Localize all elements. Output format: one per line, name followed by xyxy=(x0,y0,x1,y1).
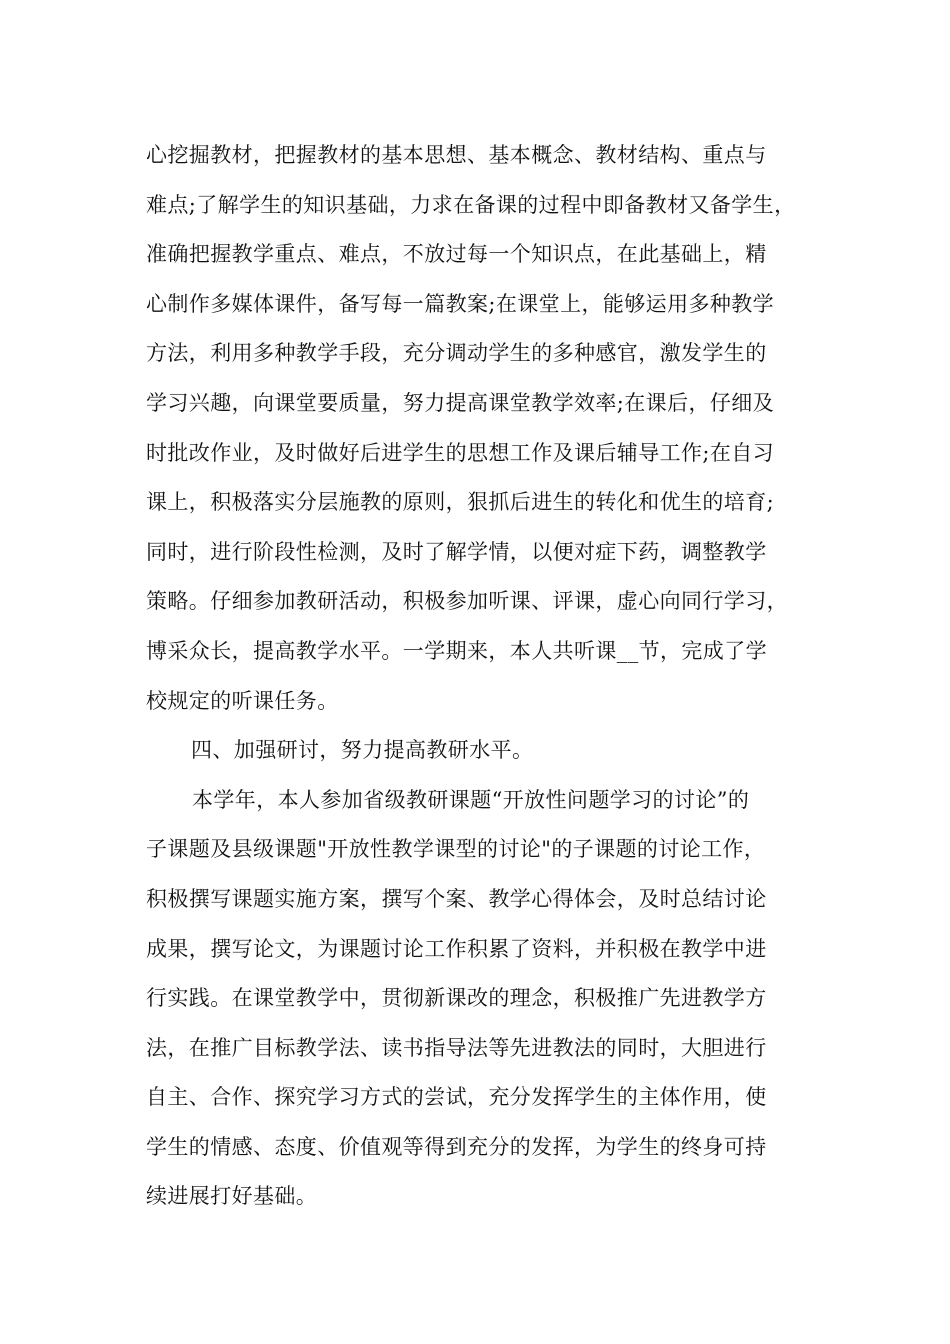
text-line: 积极撰写课题实施方案，撰写个案、教学心得体会，及时总结讨论 xyxy=(146,886,767,911)
text-line: 准确把握教学重点、难点，不放过每一个知识点，在此基础上，精 xyxy=(146,242,767,267)
text-line: 心制作多媒体课件，备写每一篇教案;在课堂上，能够运用多种教学 xyxy=(146,291,775,316)
text-line: 行实践。在课堂教学中，贯彻新课改的理念，积极推广先进教学方 xyxy=(146,986,767,1011)
text-line: 学习兴趣，向课堂要质量，努力提高课堂教学效率;在课后，仔细及 xyxy=(146,390,775,415)
text-line: 课上，积极落实分层施教的原则，狠抓后进生的转化和优生的培育; xyxy=(146,490,775,515)
text-line: 法，在推广目标教学法、读书指导法等先进教法的同时，大胆进行 xyxy=(146,1035,767,1060)
paragraph-teaching-work xyxy=(146,131,826,726)
text-line: 时批改作业，及时做好后进学生的思想工作及课后辅导工作;在自习 xyxy=(146,440,775,465)
section-heading: 四、加强研讨，努力提高教研水平。 xyxy=(191,738,534,763)
text-line: 学生的情感、态度、价值观等得到充分的发挥，为学生的终身可持 xyxy=(146,1134,767,1159)
text-line: 难点;了解学生的知识基础，力求在备课的过程中即备教材又备学生， xyxy=(146,192,796,217)
text-line: 成果，撰写论文，为课题讨论工作积累了资料，并积极在教学中进 xyxy=(146,936,767,961)
text-line: 本学年，本人参加省级教研课题“开放性问题学习的讨论”的 xyxy=(192,787,750,812)
text-line: 自主、合作、探究学习方式的尝试，充分发挥学生的主体作用，使 xyxy=(146,1085,767,1110)
text-line: 续进展打好基础。 xyxy=(146,1184,318,1209)
text-line: 博采众长，提高教学水平。一学期来，本人共听课__节，完成了学 xyxy=(146,638,767,663)
text-line: 方法，利用多种教学手段，充分调动学生的多种感官，激发学生的 xyxy=(146,341,767,366)
text-line: 校规定的听课任务。 xyxy=(146,688,339,713)
text-line: 心挖掘教材，把握教材的基本思想、基本概念、教材结构、重点与 xyxy=(146,143,767,167)
text-line: 子课题及县级课题"开放性教学课型的讨论"的子课题的讨论工作， xyxy=(146,837,766,862)
text-line: 策略。仔细参加教研活动，积极参加听课、评课，虚心向同行学习， xyxy=(146,589,788,614)
paragraph-research-work xyxy=(146,776,826,1222)
document-body xyxy=(146,131,826,1222)
text-line: 同时，进行阶段性检测，及时了解学情，以便对症下药，调整教学 xyxy=(146,539,767,564)
